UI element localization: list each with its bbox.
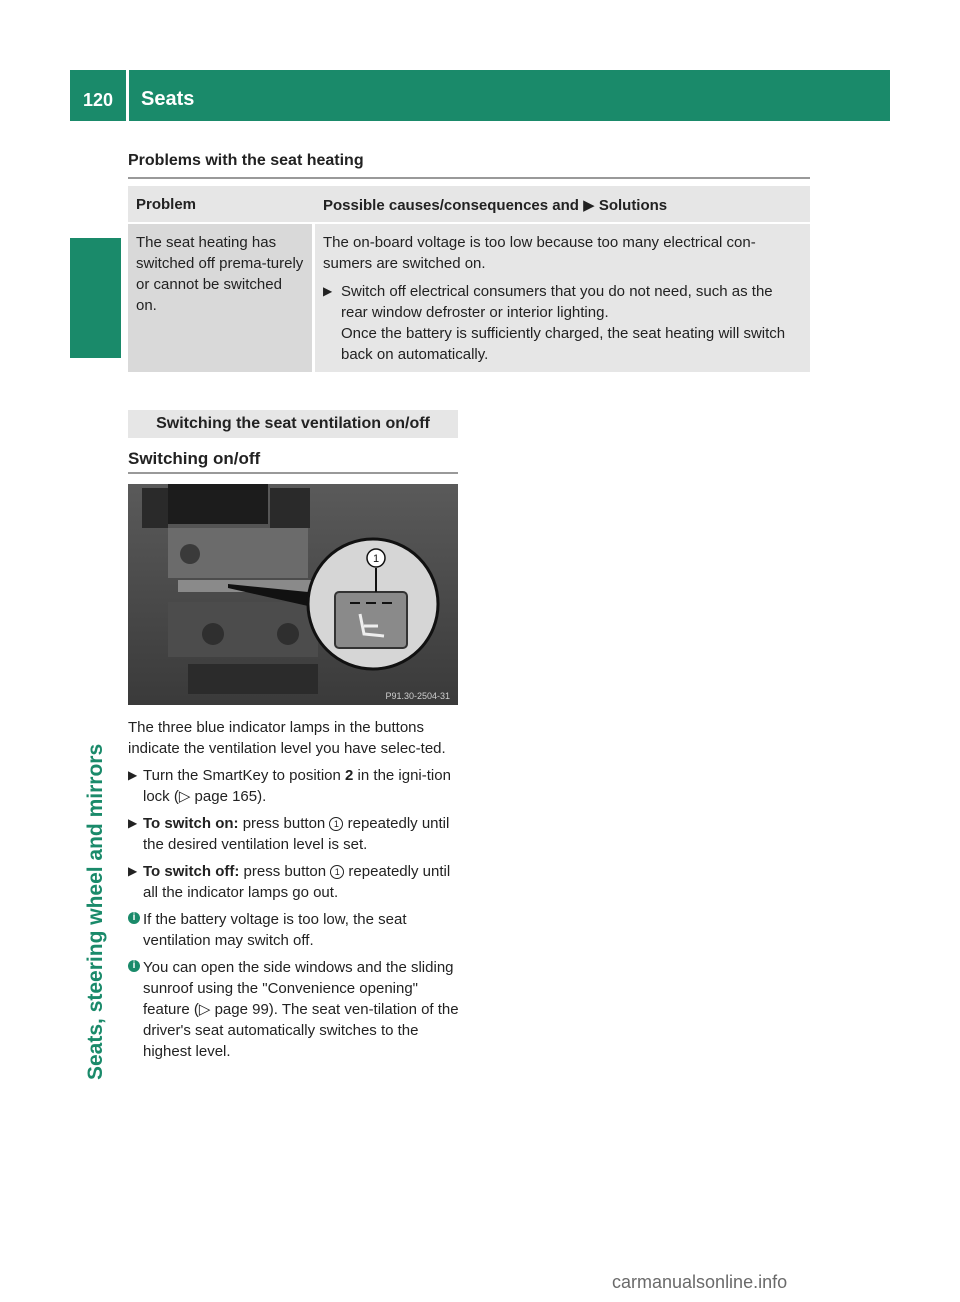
problems-section-title: Problems with the seat heating [128, 152, 364, 169]
note-text: If the battery voltage is too low, the seat ventilation may switch off. [143, 911, 407, 949]
info-note [128, 909, 464, 951]
watermark: carmanualsonline.info [612, 1272, 788, 1292]
callout-icon: 1 [329, 817, 343, 831]
display-screen [168, 484, 268, 524]
section-rule [128, 177, 810, 179]
climate-knob-right [277, 623, 299, 645]
list-item [128, 765, 464, 807]
image-code: P91.30-2504-31 [385, 691, 450, 701]
info-icon: i [128, 912, 140, 924]
step-text: repeatedly until the desired ventilation level is set. [143, 815, 450, 853]
problem-cell: The seat heating has switched off prema-turely or cannot be switched on. [128, 224, 312, 372]
callout-number: 1 [372, 553, 380, 565]
indicator-lamp [350, 602, 360, 604]
subheading-rule [128, 472, 458, 474]
indicator-lamp [382, 602, 392, 604]
step-text: repeatedly until all the indicator lamps go out. [143, 863, 451, 901]
table-header-problem: Problem [136, 196, 197, 213]
solution-step [323, 281, 802, 365]
ventilation-section-title: Switching the seat ventilation on/off [128, 410, 458, 438]
side-chapter-label: Seats, steering wheel and mirrors [84, 743, 107, 1080]
page-number: 120 [82, 90, 114, 110]
step-bold: 2 [345, 767, 354, 784]
ventilation-button [335, 592, 407, 648]
header-divider [126, 70, 129, 121]
side-tab-block [70, 238, 121, 358]
step-arrow-icon: ▶ [128, 816, 138, 830]
step-text: in the igni-tion lock (▷ page 165). [143, 767, 451, 805]
left-air-vent [142, 488, 168, 528]
table-header [128, 186, 810, 222]
ventilation-subheading: Switching on/off [128, 449, 261, 468]
solution-cell [315, 224, 810, 372]
list-item [128, 813, 464, 855]
volume-knob [180, 544, 200, 564]
intro-paragraph: The three blue indicator lamps in the buttons indicate the ventilation level you have selec-ted. [128, 719, 446, 757]
list-item [128, 861, 464, 903]
step-arrow-icon: ▶ [323, 284, 333, 298]
note-text: You can open the side windows and the sliding sunroof using the "Convenience opening" feature (▷ page 99). The seat ven-tilation of the driver's seat automatically switches to the highest level. [143, 959, 459, 1060]
climate-knob-left [202, 623, 224, 645]
step-text: press button [239, 863, 331, 880]
cause-text: The on-board voltage is too low because too many electrical con-sumers are switched on. [323, 234, 756, 272]
step-arrow-icon: ▶ [128, 768, 138, 782]
step-text: press button [238, 815, 330, 832]
table-header-solutions: Possible causes/consequences and ▶ Solutions [323, 197, 668, 214]
chapter-title: Seats [141, 88, 195, 110]
solution-followup: Once the battery is sufficiently charged, the seat heating will switch back on automatically. [341, 325, 786, 363]
callout-icon: 1 [330, 865, 344, 879]
step-text: Turn the SmartKey to position [143, 767, 346, 784]
step-arrow-icon: ▶ [128, 864, 138, 878]
dashboard-photo [128, 484, 458, 705]
step-bold: To switch on: [143, 815, 239, 832]
step-bold: To switch off: [143, 863, 240, 880]
ventilation-body [128, 717, 464, 1068]
solution-text: Switch off electrical consumers that you do not need, such as the rear window defroster or interior lighting. [341, 283, 773, 321]
info-icon: i [128, 960, 140, 972]
right-air-vent [270, 488, 310, 528]
info-note [128, 957, 464, 1062]
indicator-lamp [366, 602, 376, 604]
lower-console [188, 664, 318, 694]
table-row [128, 224, 810, 372]
